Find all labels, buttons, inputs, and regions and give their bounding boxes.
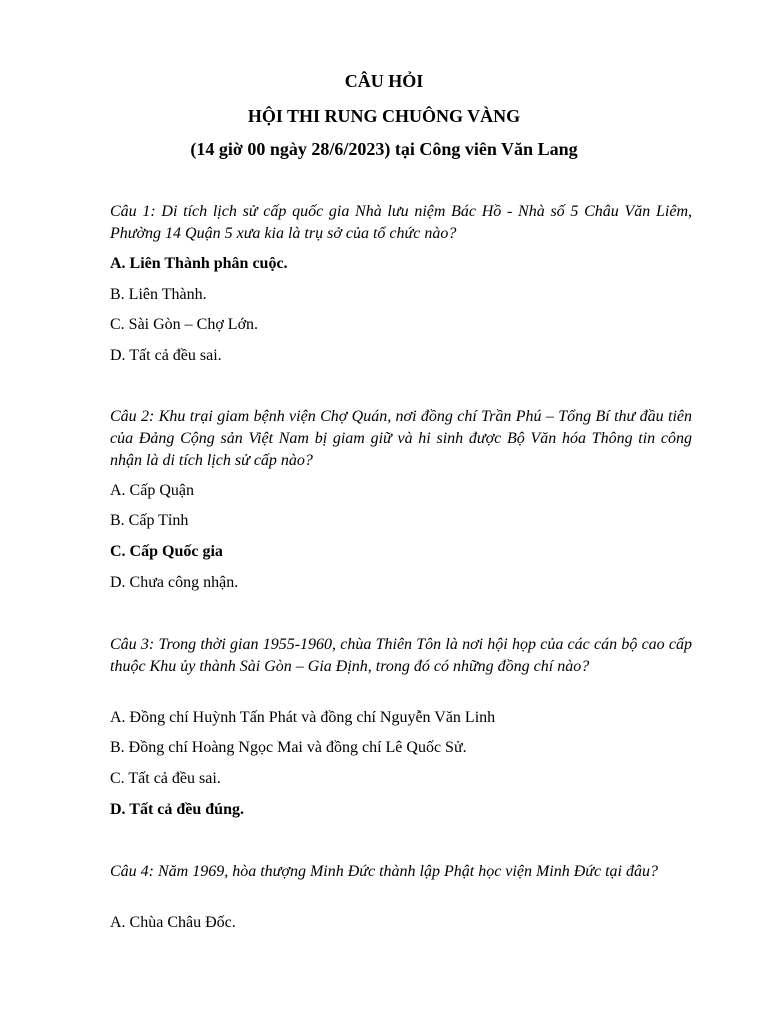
question-2-answer-b: B. Cấp Tỉnh	[110, 512, 189, 529]
question-2-answer-c: C. Cấp Quốc gia	[110, 543, 223, 560]
question-2-answer-a: A. Cấp Quận	[110, 482, 194, 499]
question-3-answer-a: A. Đồng chí Huỳnh Tấn Phát và đồng chí Nguyễn Văn Linh	[110, 709, 496, 726]
question-4-answer-a: A. Chùa Châu Đốc.	[110, 914, 236, 931]
question-1-text: Câu 1: Di tích lịch sử cấp quốc gia Nhà lưu niệm Bác Hồ - Nhà số 5 Châu Văn Liêm, Phường 14 Quận 5 xưa kia là trụ sở của tổ chức nào?	[110, 203, 692, 242]
document-title: CÂU HỎI	[344, 71, 424, 91]
question-3-answer-d: D. Tất cả đều đúng.	[110, 801, 244, 818]
document-subtitle: HỘI THI RUNG CHUÔNG VÀNG	[247, 106, 521, 126]
question-1-answer-c: C. Sài Gòn – Chợ Lớn.	[110, 316, 259, 333]
question-1-answer-d: D. Tất cả đều sai.	[110, 347, 222, 364]
question-2-text: Câu 2: Khu trại giam bệnh viện Chợ Quán, nơi đồng chí Trần Phú – Tổng Bí thư đầu tiên của Đảng Cộng sản Việt Nam bị giam giữ và hi sinh được Bộ Văn hóa Thông tin công nhận là di tích lịch sử cấp nào?	[110, 408, 692, 469]
question-1-answer-a: A. Liên Thành phân cuộc.	[110, 255, 288, 272]
question-3-answer-b: B. Đồng chí Hoàng Ngọc Mai và đồng chí Lê Quốc Sử.	[110, 739, 467, 756]
question-4-text: Câu 4: Năm 1969, hòa thượng Minh Đức thành lập Phật học viện Minh Đức tại đâu?	[110, 863, 658, 880]
question-3-text: Câu 3: Trong thời gian 1955-1960, chùa Thiên Tôn là nơi hội họp của các cán bộ cao cấp thuộc Khu ủy thành Sài Gòn – Gia Định, trong đó có những đồng chí nào?	[110, 636, 692, 675]
event-info: (14 giờ 00 ngày 28/6/2023) tại Công viên Văn Lang	[190, 139, 578, 159]
question-2-answer-d: D. Chưa công nhận.	[110, 574, 239, 591]
question-3-answer-c: C. Tất cả đều sai.	[110, 770, 221, 787]
question-1-answer-b: B. Liên Thành.	[110, 286, 207, 303]
